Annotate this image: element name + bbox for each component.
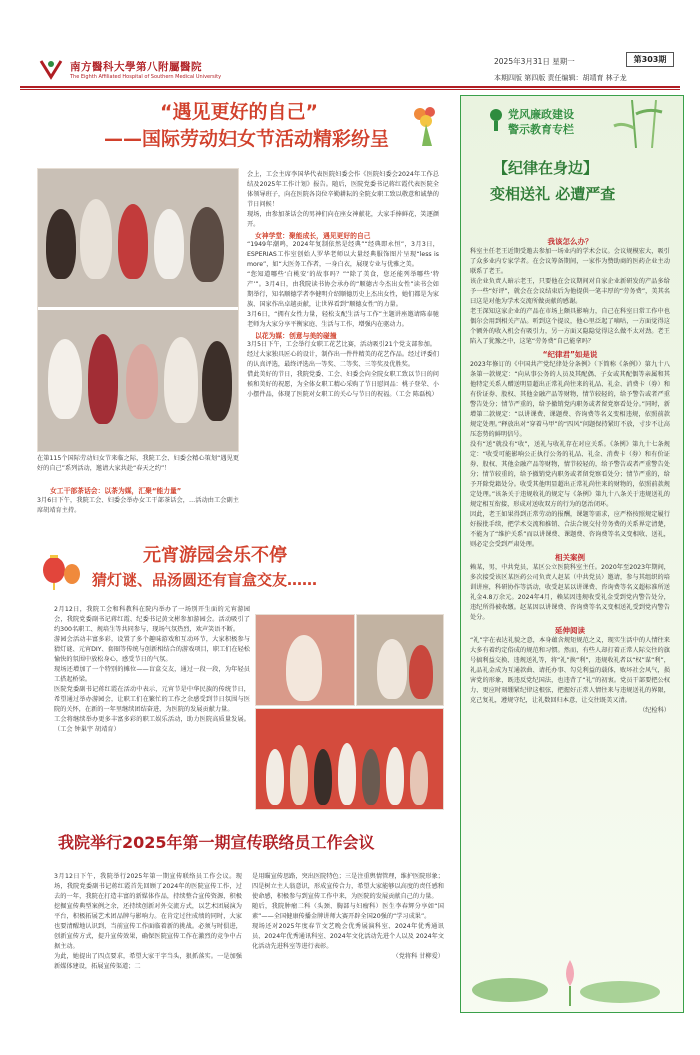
column-subtitle: 警示教育专栏 bbox=[508, 123, 574, 136]
column-paragraph: 2023年修订的《中国共产党纪律处分条例》（下简称《条例》）第九十八条第一款规定：“向从事公务的人员及其配偶、子女或其配偶等亲属和其他特定关系人赠送明显超出正常礼尚往来的礼品、礼金、消费卡（券）和有价证券、股权、其他金融产品等财物，情节较轻的，给予警告或者严重警告处分；情节严重的，给予撤销党内职务或者留党察看处分。”同时，新增第二款规定：“以讲课费、课题费、咨询费等名义变相违规，依照前款规定处理。”释放出对“穿着马甲”的“四风”问题保持紧盯不放，寸步不让高压态势的鲜明信号。 bbox=[470, 361, 670, 438]
header-divider-thin bbox=[20, 89, 680, 90]
column-paragraph: 该企业负责人暗示老王，只要他在会议期间对自家企业新研发的产品多给予一些“好评”，就会在会议结束后为他提供一笔丰厚的“劳务费”，美其名曰这是对他为学术交流所做贡献的感谢。 bbox=[470, 278, 670, 305]
article2-title: 元宵游园会乐不停 bbox=[143, 545, 287, 566]
hospital-english-name: The Eighth Affiliated Hospital of Southern Medical University bbox=[70, 74, 222, 80]
party-emblem-icon bbox=[488, 107, 504, 137]
lantern-festival-photo bbox=[255, 614, 355, 706]
article2-paragraph: 2月12日，我院工会和科教科在院内举办了一场别开生面的元宵游园会，我院党委副书记蒋红霞、纪委书记黄文彬参加游园会。活动吸引了约300名职工、规培生等共同参与，现场气氛热烈，欢声笑语不断。 bbox=[54, 606, 250, 633]
section-heading: “纪律君”如是说 bbox=[542, 350, 598, 359]
article1-section-floral: 以花为媒：创意与美的碰撞 bbox=[255, 332, 337, 340]
article1-paragraph: 会上，工会主席李国华代表医院妇委会作《医院妇委会2024年工作总结及2025年工作计划》报告。随后，医院党委书记蒋红霞代表医院全体领导班子，向在医院各岗位辛勤耕耘的全院女职工致以敬意和诚挚的节日问候！ bbox=[247, 171, 439, 208]
lotus-decoration-icon bbox=[470, 930, 670, 1010]
article1-caption: 在第115个国际劳动妇女节来临之际，我院工会、妇委会精心策划“遇见更好的自己”系列活动，邀请大家共赴“春天之约”！ bbox=[37, 455, 239, 472]
issue-number: 第303期 bbox=[626, 52, 674, 67]
article1-paragraph: 借此美好的节日，我院党委、工会、妇委会向全院女职工致以节日的问候和美好的祝愿，为全体女职工精心采购了节日慰问品：桃子登荣、小小摆件品，体现了医院对女职工的关心与节日的祝福。（工会 陈磊梳） bbox=[247, 371, 439, 398]
article2-paragraph: 现场还增加了一个特别的摊位——盲盒交友，通过一段一段，为年轻员工搭起桥梁。 bbox=[54, 666, 250, 683]
article1-paragraph: 3月6日下午，我院工会、妇委会举办女工干部茶话会，…活动由工会副主席胡靖育主持。 bbox=[37, 497, 239, 514]
column-paragraph: “礼”字在表达礼貌之意，本身蕴含规矩规范之义，现实生活中的人情往来大多有着约定俗成的规范和习惯。然而，有些人却打着正常人际交往的旗号搞利益交换、违规送礼等，将“礼”换“利”，违规收礼者以“权”谋“利”，礼品礼金成为互通款曲、请托办事、勾兑利益的载体，败坏社会风气，损害党的形象，既违反党纪国法，也违背了“礼”的初衷。党员干部要把公权力、更应时刻绷紧纪律这根弦，把握好正常人情往来与违规送礼的界限，克己复礼，遵规守纪，让礼数回归本意，让交往既美又清。 bbox=[470, 637, 670, 704]
article2-paragraph: 工会将继续举办更多丰富多彩的职工娱乐活动，助力医院高质量发展。（工会 钟巢宇 胡靖育） bbox=[54, 716, 250, 733]
header-divider bbox=[20, 86, 680, 88]
article3-paragraph: 随后，我院肿瘤二科（头颈、胸部与妇瘤科）医生李春辉分享如“国素”——全国健康传播金牌讲师大赛开辟全国20强的“学习成果”。 bbox=[252, 903, 444, 920]
hospital-name: 南方醫科大學第八附屬醫院 bbox=[70, 61, 202, 73]
column-paragraph: 没有“送”就没有“收”，送礼与收礼存在对应关系。《条例》第九十七条规定：“收受可能影响公正执行公务的礼品、礼金、消费卡（券）和有价证券、股权、其他金融产品等财物，情节较轻的，给予警告或者严重警告处分；情节较重的，给予撤销党内职务或者留党察看处分；情节严重的，给予开除党籍处分。收受其他明显超出正常礼尚往来的财物的，依照前款规定处理。”该条关于违规收礼的规定与《条例》第九十八条关于违规送礼的规定相互衔接，形成对送收双方的行为的惩治闭环。 bbox=[470, 441, 670, 508]
article3-paragraph: 为此，她提出了四点要求，希望大家干字当头，狠抓落实。一是加强新媒体建设，拓展宣传渠道；二 bbox=[54, 953, 242, 970]
section-heading: 相关案例 bbox=[555, 553, 585, 562]
article3-paragraph: 是用瞄宣传思路，突出医院特色；三是注重舆情管理，维护医院形象；四是树立主人翁意识，形成宣传合力，希望大家能够以高度的责任感和使命感，积极参与到宣传工作中来，为医院的发展贡献自己的力量。 bbox=[252, 873, 444, 900]
seal-line-2: 变相送礼 必遭严查 bbox=[490, 185, 616, 203]
flower-decoration-icon bbox=[408, 104, 444, 152]
issue-date: 2025年3月31日 星期一 bbox=[494, 57, 575, 66]
article2-paragraph: 医院党委副书记蒋红霞在活动中表示，元宵节是中华民族的传统节日，希望通过举办游园会，让职工们在繁忙的工作之余感受到节日氛围与医院的关怀，在新的一年里继续团结奋进，为医院的发展贡献力量。 bbox=[54, 686, 250, 713]
article1-subtitle: ——国际劳动妇女节活动精彩纷呈 bbox=[104, 128, 390, 150]
column-paragraph: 老王深知这家企业的产品在市场上颇具影响力，自己在科室日常工作中也偶尔会用到相关产品。听到这个提议，他心里泛起了嘀咕，一方面觉得这个额外的收入机会有吸引力，另一方面又隐隐觉得这么做不太对劲。老王陷入了犹豫之中，这笔“劳务费”自己能拿吗？ bbox=[470, 308, 670, 345]
womens-day-photo bbox=[37, 168, 239, 452]
column-signature: （纪检科） bbox=[639, 707, 670, 714]
lantern-festival-photo bbox=[255, 708, 444, 810]
article2-subtitle: 猜灯谜、品汤圆还有盲盒交友…… bbox=[92, 571, 318, 589]
column-paragraph: 赖某，男，中共党员，某区公立医院科室主任。2020年至2023年期间，多次接受该区某医药公司负责人赵某（中共党员）邀请，参与其组织的培训讲座，科研协作等活动，收受赵某以讲课费、咨询费等名义超标准所送礼金4.8万余元。2024年4月，赖某因违规收受礼金受到党内警告处分，违纪所得被收缴。赵某因以讲课费、咨询费等名义变相送礼受到党内警告处分。 bbox=[470, 564, 670, 621]
article1-paragraph: 经过大家独具匠心的设计，制作出一件件精美的花艺作品。经过评委们的认真评选，最终评选出一等奖、二等奖、三等奖及优胜奖。 bbox=[247, 351, 439, 368]
article3-signature: （党将科 甘柳爱） bbox=[392, 953, 444, 960]
column-paragraph: 因此，老王如果得到正常劳动的报酬，课题等需求，应严格按照规定履行好报批手续，把学术交流和推销、合法合规交付劳务费的关系界定清楚，不能为了“维护关系”而以讲课费、课题费、咨询费等名义变相收、送礼，则必定会受到严肃处理。 bbox=[470, 511, 670, 548]
article1-section-goddess-class: 女神学堂：聚能成长，遇见更好的自己 bbox=[255, 232, 371, 240]
article3-title: 我院举行2025年第一期宣传联络员工作会议 bbox=[58, 833, 375, 852]
article1-paragraph: “1949年潮鸣，2024年复制依然是经典”“经典即永恒”，3月3日，ESPERIAS工作室创始人罗华老师以大量经典服饰图片呈现“less is more”，如“大医务工作者，一身白衣，展现专业与优雅之美。 bbox=[247, 241, 439, 268]
article3-paragraph: 现场还对2025年度春节文艺晚会优秀展演科室、2024年优秀通讯员、2024年优秀通讯科室、2024年文化活动先进个人以及 2024年文化活动先进科室等进行表彰。 bbox=[252, 923, 444, 950]
column-title: 党风廉政建设 bbox=[508, 108, 574, 121]
lantern-festival-photo bbox=[356, 614, 444, 706]
bamboo-decoration-icon bbox=[612, 100, 678, 152]
article1-paragraph: “您知道哪些‘白桃安’的故事吗？”“除了美食，您还能列举哪些‘特产’”。3月4日，由我院读书协会承办的“顺德古今杰出女性”读书会如期举行，知名顺德学者李健明介绍顺德历史上杰出女性，她们都是为家族、国家作出卓越贡献，让世界看到“顺德女性”的力量。 bbox=[247, 271, 439, 308]
seal-line-1: 【纪律在身边】 bbox=[493, 159, 599, 177]
editor-info: 本期四版 第四版 责任编辑：胡靖育 林子龙 bbox=[494, 74, 627, 82]
article1-section-teahouse: 女工干部茶话会：以茶为媒，汇聚“能力量” bbox=[50, 487, 182, 495]
article1-title: “遇见更好的自己” bbox=[160, 101, 318, 123]
article1-paragraph: 3月6日，“拥有女性力量，轻松支配生活与工作”主题讲座邀请陈泰驰老师为大家分享平衡家庭、生活与工作，增强内在驱动力。 bbox=[247, 311, 439, 328]
lantern-icon bbox=[38, 548, 84, 596]
article1-paragraph: 3月5日下午，工会举行女职工花艺比赛，活动吸引21个党支部参加。 bbox=[247, 341, 436, 348]
article2-paragraph: 游园会活动丰富多彩，设置了多个趣味游戏和互动环节，大家积极参与猜灯谜、元宵DIY、套圈等传统与创新相结合的游戏项目，职工们在轻松愉快的氛围中放松身心，感受节日的气氛。 bbox=[54, 636, 250, 663]
article1-paragraph: 现场，由参加茶话会的男神们向在座女神献花，大家手捧鲜花，笑逐颜开。 bbox=[247, 211, 439, 228]
article3-paragraph: 3月12日下午，我院举行2025年第一期宣传联络员工作会议。现场，我院党委副书记蒋红霞首先回顾了2024年的医院宣传工作，过去的一年，我院在打造丰富的新媒体作品，持续整合宣传资源，积极挖掘宣传典型案例之余，还持续创新对外交流方式，以艺术团展演为平台，积极拓展艺术团品牌与影响力。在肯定过往成绩的同时，大家也要清醒地认识到，当前宣传工作面临着新的挑战。必须与时俱进，创新宣传方式，提升宣传效果，确保医院宣传工作在激烈的竞争中占据主动。 bbox=[54, 873, 242, 950]
hospital-logo-icon bbox=[38, 58, 64, 80]
column-paragraph: 科室主任老王近期受邀去参加一场业内的学术会议。会议规模宏大，吸引了众多业内专家学者。在会议筹备期间，一家作为赞助商的医药企业主动联系了老王。 bbox=[470, 248, 670, 275]
section-heading: 延伸阅读 bbox=[555, 626, 585, 635]
section-heading: 我该怎么办？ bbox=[547, 237, 593, 246]
